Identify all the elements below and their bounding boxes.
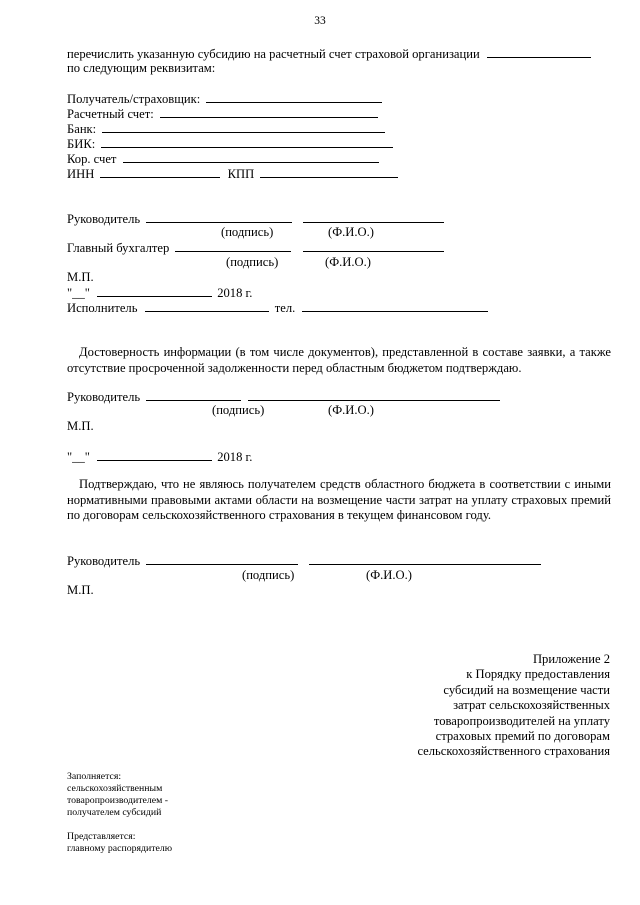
date-quote-1: "__" bbox=[67, 286, 90, 300]
date-quote-2: "__" bbox=[67, 450, 90, 464]
intro-text-1: перечислить указанную субсидию на расчетный счет страховой организации bbox=[67, 47, 480, 61]
appendix-line: сельскохозяйственного страхования bbox=[417, 744, 610, 759]
appendix-line: к Порядку предоставления bbox=[466, 667, 610, 682]
date-field-1[interactable] bbox=[97, 285, 212, 297]
inn-field[interactable] bbox=[100, 166, 220, 178]
chief-accountant-name-field[interactable] bbox=[303, 240, 444, 252]
bik-label: БИК: bbox=[67, 137, 96, 151]
filled-by-line: сельскохозяйственным bbox=[67, 783, 163, 794]
bank-label: Банк: bbox=[67, 122, 97, 136]
year-1: 2018 г. bbox=[217, 286, 253, 300]
cert-seal: М.П. bbox=[67, 419, 94, 433]
head-name-field[interactable] bbox=[303, 211, 444, 223]
inn-label: ИНН bbox=[67, 167, 95, 181]
intro-line-2: по следующим реквизитам: bbox=[67, 61, 216, 75]
appendix-line: Приложение 2 bbox=[532, 652, 610, 666]
date-row-2 bbox=[67, 449, 252, 465]
kpp-label: КПП bbox=[227, 167, 255, 181]
cert-name-caption: (Ф.И.О.) bbox=[328, 403, 374, 417]
conf-signature-caption: (подпись) bbox=[242, 568, 295, 582]
signature-caption-1: (подпись) bbox=[221, 225, 274, 239]
submitted-to-line: главному распорядителю bbox=[67, 843, 173, 854]
appendix-line: субсидий на возмещение части bbox=[443, 682, 610, 697]
signature-caption-2: (подпись) bbox=[226, 255, 279, 269]
year-2: 2018 г. bbox=[217, 450, 253, 464]
bik-field[interactable] bbox=[101, 136, 393, 148]
submitted-to-block bbox=[67, 831, 172, 855]
cert-head-label: Руководитель bbox=[67, 390, 141, 404]
submitted-to-line: Представляется: bbox=[67, 831, 136, 842]
conf-seal: М.П. bbox=[67, 583, 94, 597]
date-row-1 bbox=[67, 285, 252, 301]
conf-head-name-field[interactable] bbox=[309, 553, 541, 565]
executor-field[interactable] bbox=[145, 300, 269, 312]
chief-accountant-signature-field[interactable] bbox=[175, 240, 291, 252]
seal-1: М.П. bbox=[67, 270, 94, 284]
filled-by-line: товаропроизводителем - bbox=[67, 795, 169, 806]
account-label: Расчетный счет: bbox=[67, 107, 154, 121]
cert-head-signature-field[interactable] bbox=[146, 389, 241, 401]
phone-field[interactable] bbox=[302, 300, 488, 312]
filled-by-line: Заполняется: bbox=[67, 771, 122, 782]
recipient-row bbox=[67, 91, 382, 107]
kpp-field[interactable] bbox=[260, 166, 398, 178]
name-caption-2: (Ф.И.О.) bbox=[325, 255, 371, 269]
confirmation-text: Подтверждаю, что не являюсь получателем средств областного бюджета в соответствии с иными нормативными правовыми актами области на возмещение части затрат на уплату страховых премий по договорам сельскохозяйственного страхования в текущем финансовом году. bbox=[67, 477, 611, 522]
head-label: Руководитель bbox=[67, 212, 141, 226]
page-number: 33 bbox=[314, 15, 326, 27]
chief-accountant-label: Главный бухгалтер bbox=[67, 241, 170, 255]
conf-head-label: Руководитель bbox=[67, 554, 141, 568]
phone-label: тел. bbox=[274, 301, 296, 315]
conf-head-signature-field[interactable] bbox=[146, 553, 298, 565]
cert-head-row bbox=[67, 389, 500, 405]
recipient-field[interactable] bbox=[206, 91, 382, 103]
conf-head-row bbox=[67, 553, 541, 569]
executor-row bbox=[67, 300, 488, 316]
recipient-label: Получатель/страховщик: bbox=[67, 92, 201, 106]
inn-kpp-row bbox=[67, 166, 398, 182]
appendix-line: товаропроизводителей на уплату bbox=[433, 713, 610, 728]
date-field-2[interactable] bbox=[97, 449, 212, 461]
account-row bbox=[67, 106, 378, 122]
bik-row bbox=[67, 136, 393, 152]
filled-by-line: получателем субсидий bbox=[67, 807, 162, 818]
head-signature-field[interactable] bbox=[146, 211, 292, 223]
corr-account-label: Кор. счет bbox=[67, 152, 117, 166]
appendix-block bbox=[417, 652, 610, 760]
corr-account-field[interactable] bbox=[123, 151, 379, 163]
name-caption-1: (Ф.И.О.) bbox=[328, 225, 374, 239]
insurer-blank[interactable] bbox=[487, 46, 591, 58]
chief-accountant-row bbox=[67, 240, 444, 256]
executor-label: Исполнитель bbox=[67, 301, 138, 315]
account-field[interactable] bbox=[160, 106, 378, 118]
conf-name-caption: (Ф.И.О.) bbox=[366, 568, 412, 582]
cert-head-name-field[interactable] bbox=[248, 389, 500, 401]
intro-line-1 bbox=[67, 46, 591, 62]
appendix-line: страховых премий по договорам bbox=[435, 729, 610, 744]
corr-account-row bbox=[67, 151, 379, 167]
cert-signature-caption: (подпись) bbox=[212, 403, 265, 417]
appendix-line: затрат сельскохозяйственных bbox=[453, 698, 610, 713]
certification-text: Достоверность информации (в том числе документов), представленной в составе заявки, а также отсутствие просроченной задолженности перед областным бюджетом подтверждаю. bbox=[67, 345, 611, 375]
bank-row bbox=[67, 121, 385, 137]
filled-by-block bbox=[67, 771, 168, 819]
bank-field[interactable] bbox=[102, 121, 385, 133]
